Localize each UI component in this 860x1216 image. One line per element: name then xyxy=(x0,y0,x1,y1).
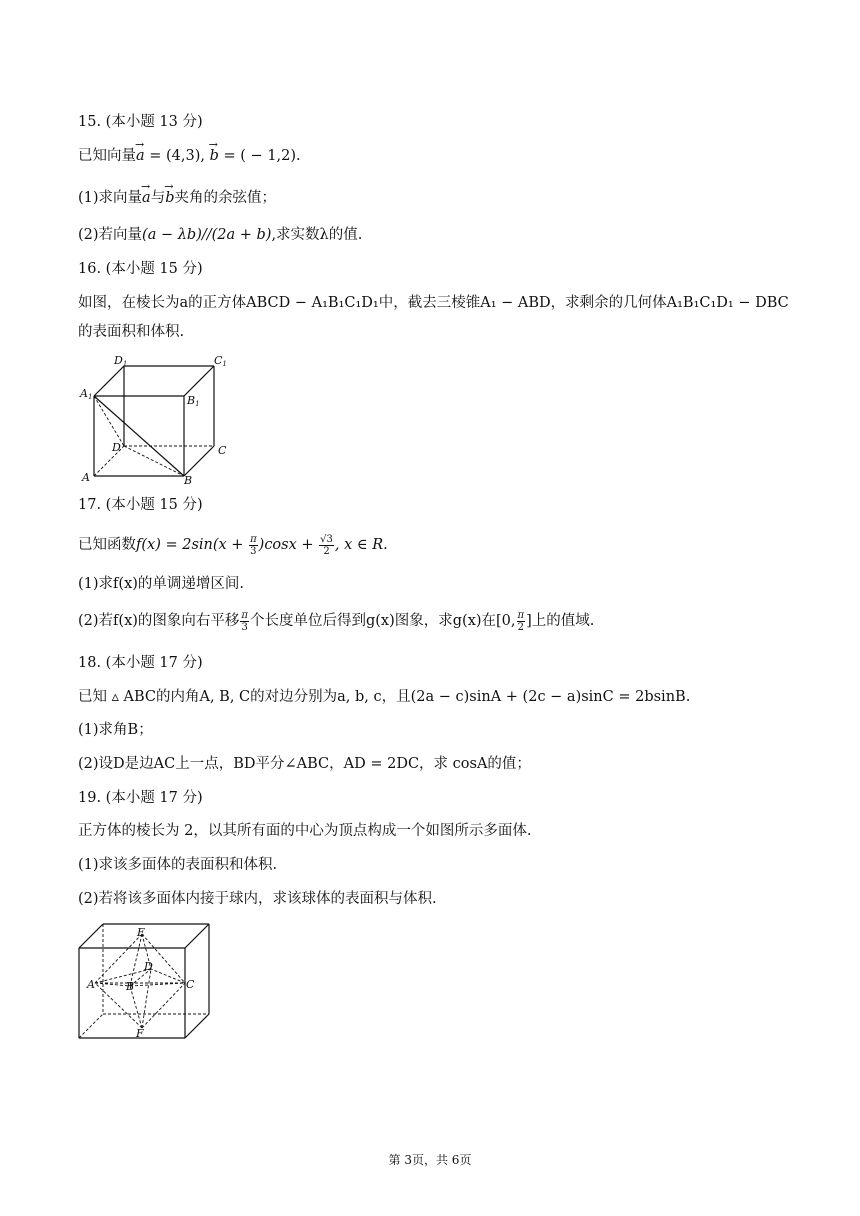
label-D1: D1 xyxy=(114,354,128,368)
label-F: F xyxy=(136,1027,144,1040)
q19-part1: (1)求该多面体的表面积和体积. xyxy=(78,857,278,873)
label-A1: A1 xyxy=(80,387,93,401)
label-D: D xyxy=(144,960,153,973)
q15-stem: 已知向量→ a = (4,3), → b = ( − 1,2). xyxy=(78,146,301,166)
label-B1: B1 xyxy=(187,394,200,408)
label-C1: C1 xyxy=(214,354,227,368)
label-E: E xyxy=(137,926,146,939)
label-B: B xyxy=(184,474,193,487)
label-D: D xyxy=(112,441,121,454)
q19-part2: (2)若将该多面体内接于球内，求该球体的表面积与体积. xyxy=(78,891,437,907)
q19-header: 19. (本小题 17 分) xyxy=(78,790,203,806)
q18-part2: (2)设D是边AC上一点，BD平分∠ABC，AD = 2DC，求 cosA的值； xyxy=(78,756,531,772)
q15-header: 15. (本小题 13 分) xyxy=(78,114,203,130)
q19-stem: 正方体的棱长为 2，以其所有面的中心为顶点构成一个如图所示多面体. xyxy=(78,823,532,839)
label-A: A xyxy=(87,978,95,991)
label-C: C xyxy=(218,444,227,457)
q16-cube-figure xyxy=(78,352,238,487)
q18-stem: 已知 ▵ ABC的内角A, B, C的对边分别为a, b, c，且(2a − c)sinA + (2c − a)sinC = 2bsinB. xyxy=(78,689,691,705)
q17-part1: (1)求f(x)的单调递增区间. xyxy=(78,576,245,592)
q19-octahedron-figure xyxy=(78,922,213,1040)
q16-stem-line2: 的表面积和体积. xyxy=(78,324,185,340)
q18-header: 18. (本小题 17 分) xyxy=(78,655,203,671)
label-C: C xyxy=(186,978,195,991)
q17-stem: 已知函数f(x) = 2sin(x + $\frac{\pi}{3}$ )cosx + $\frac{√3}{2}$ , x ∈ R. xyxy=(78,533,388,557)
label-B: B xyxy=(126,980,135,993)
page-footer: 第 3页，共 6页 xyxy=(388,1153,472,1167)
q17-header: 17. (本小题 15 分) xyxy=(78,497,203,513)
q16-header: 16. (本小题 15 分) xyxy=(78,261,203,277)
q18-part1: (1)求角B； xyxy=(78,722,153,738)
q17-part2: (2)若f(x)的图象向右平移 $\frac{\pi}{3}$ 个长度单位后得到g(x)图象，求g(x)在[0, $\frac{\pi}{2}$ ]上的值域. xyxy=(78,609,595,633)
q15-part2: (2)若向量(a − λb)//(2a + b),求实数λ的值. xyxy=(78,227,363,243)
label-A: A xyxy=(82,471,90,484)
q15-part1: (1)求向量→ a与→ b夹角的余弦值； xyxy=(78,188,276,208)
q16-stem-line1: 如图，在棱长为a的正方体ABCD − A₁B₁C₁D₁中，截去三棱锥A₁ − ABD，求剩余的几何体A₁B₁C₁D₁ − DBC xyxy=(78,295,789,311)
